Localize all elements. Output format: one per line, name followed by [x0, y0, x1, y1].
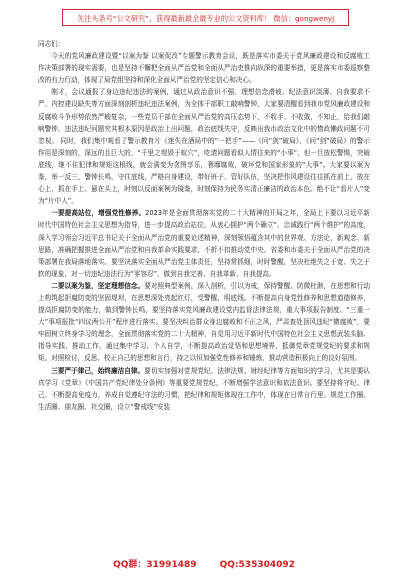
promo-banner: 关注头条号“公文研究”，获得最新最全最专业的公文资料库！ 微信：gongwenyj	[62, 9, 349, 26]
paragraph-point-two: 二要以案为鉴，坚定理想信念。要对照典型案例，深入剖析，引以为戒，保持警醒、防微杜渐，在思想和行动上构筑起拒腐防变的坚固堤坝，在思想深处亮起红灯，受警醒、明底线。不断提高自身党性修养和思想道德修养，提高拒腐防变的能力，做到警钟长鸣，要坚持落实党风廉政建设党内监督法律法规，重大事项报告制度、“三重一大”事项报批“四议两公开”程序进行落实。要坚决纠治群众身边腐败和不正之风，严肃查处顶风违纪“微腐败”，要牢固树立终身学习的理念，全面贯彻落实党的二十大精神，自觉用习近平新时代中国特色社会主义思想武装头脑、指导实践、推动工作，通过集中学习、个人自学，不断提高政治觉悟和思想境界，抵御党章党规党纪的要求和规矩。对照检讨，反思、校正自己的思想和言行，持之以恒加强党性修养和锤炼，推动营造积极向上的良好氛围。	[38, 281, 370, 363]
footer-qq-group: QQ群：31991489	[113, 560, 197, 570]
salutation: 同志们：	[38, 40, 65, 48]
footer-qq: QQ:535304092	[219, 560, 295, 570]
point-heading: 一要提高站位，增强党性修养。	[51, 209, 146, 218]
paragraph-intro: 今天的党风廉政建设暨“以案为鉴 以案促改”专题警示教育会议，既是落实市委关于党风廉政建设和反腐败工作决策部署的现实需要，也是坚持不懈把全面从严治党和全面从严治吏推向纵深的重要举措，更是落实市委巡察整改的有力行动，体现了局党组坚持和深化全面从严治党的坚定信心和决心。	[38, 52, 370, 85]
footer-contact	[0, 557, 408, 570]
paragraph-point-three: 三要严于律己，始终廉洁自律。要切实加强对党规党纪、法律法规、财经纪律等方面知识的学习，尤其是要认真学习《党章》《中国共产党纪律处分条例》等重要党规党纪，不断增强学法意识和依法意识。要坚持将守纪、律己、不断提高免疫力，养成自觉遵纪守法的习惯，把纪律和规矩体现在工作中，体现在日常言行里。规范工作圈、生活圈、朋友圈、社交圈，设立“警戒线”安装	[38, 366, 370, 411]
document-body	[38, 38, 370, 538]
paragraph-cases: 刚才，会议通报了身边违纪违法的案例，通过从政治意识不强、理想信念滑坡、纪法意识淡薄、自我要求不严、内控建设缺失等方面深刻剖析违纪违法案例，为全体干部职工敲响警钟，大家要清醒看到我市党风廉政建设和反腐败斗争形势依然严峻复杂，一些党员干部在全面从严治党的高压态势下，不收手、不收敛，不知止，给我们敲响警钟，违法违纪问题究其根本原因是政治上出问题，政治底线失守，反映出我市政治文化中的惰政懒政问题不可忽视。 同时，我们集中观看了警示教育片《迷失在酒局中的“一把手”——《问“剑”破局》、《问“剑”破局》的警示作用是深刻的，深远的且巨大的，“千里之堤毁于蚁穴”，吃请问题看似人情往来的“小事”，但一旦放松警惕，突破底线，继不住犯律和规矩这根线，就会满变为贪图享乐，奢靡腐败，破坏党和国家形象的“大事”。大家要以案为鉴，举一反三，警钟长鸣，守住底线，严格自身建设，带好班子、管好队伍，坚决把作风建设往往抓在前上、放在心上、抓在手上、悬在头上，时刻以反面案例为镜鉴，时刻保持为民务实清正廉洁的政治本色。绝不让“看片人”变为“片中人”。	[38, 88, 370, 206]
point-heading: 三要严于律己，始终廉洁自律。	[51, 366, 145, 375]
paragraph-point-one: 一要提高站位，增强党性修养。2023年是全面贯彻落实党的二十大精神的开局之年，全局上下要以习近平新时代中国特色社会主义思想为指导，进一步提高政治站位，从衷心拥护“两个确立”、忠诚践行“两个维护”的高度，深入学习领会习近平总书记关于全面从严治党的重要论述精神，深刻领悟蕴含其中的世界观、方法论，新观念、新思路，准确把握推进全面从严治党和自我革命实践要求，不折不扣推动党中央、省委和市委关于全面从严治党的决策部署在我局落地落实。要坚决落实全面从严治党主体责任，坚持常抓细，时时警醒，坚决杜绝失之于宽、失之于软的现象，对一切违纪违法行为“零容忍”，做到自我完善、自我革新、自我提高。	[38, 209, 370, 278]
point-heading: 二要以案为鉴，坚定理想信念。	[51, 281, 145, 290]
